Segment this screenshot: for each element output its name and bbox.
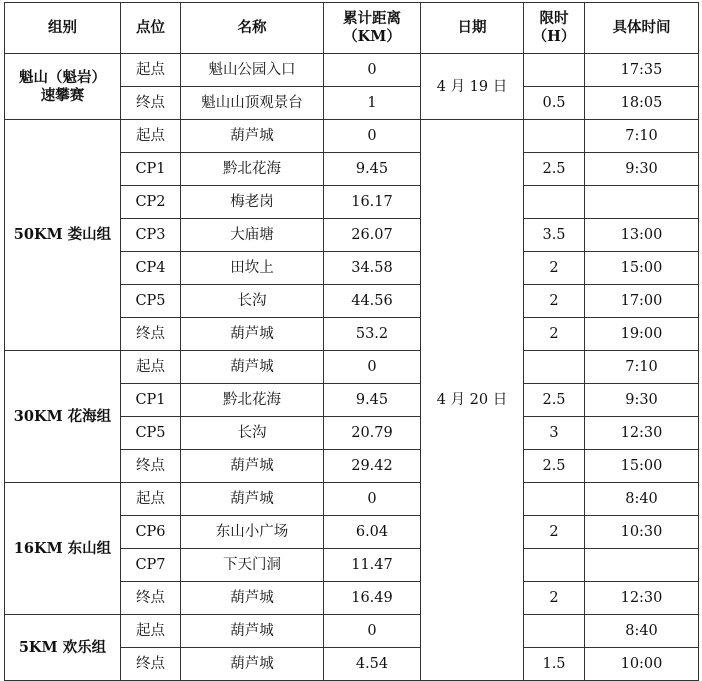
point-cell: 起点 [121,483,181,516]
limit-cell [524,120,585,153]
time-cell [585,549,699,582]
date-cell: 4 月 20 日 [421,120,524,681]
point-cell: CP5 [121,417,181,450]
name-cell: 黔北花海 [181,384,324,417]
point-cell: 终点 [121,648,181,681]
group-cell: 5KM 欢乐组 [5,615,121,681]
limit-cell [524,186,585,219]
distance-cell: 0 [324,615,421,648]
table-row [5,351,699,384]
table-row [5,483,699,516]
table-row [5,120,699,153]
schedule-table [4,2,699,681]
group-cell: 30KM 花海组 [5,351,121,483]
name-cell: 田坎上 [181,252,324,285]
name-cell: 葫芦城 [181,582,324,615]
distance-cell: 34.58 [324,252,421,285]
limit-cell [524,549,585,582]
header-group: 组别 [5,3,121,54]
time-cell: 10:30 [585,516,699,549]
header-row [5,3,699,54]
point-cell: 起点 [121,54,181,87]
name-cell: 葫芦城 [181,351,324,384]
distance-cell: 44.56 [324,285,421,318]
distance-cell: 20.79 [324,417,421,450]
limit-cell: 0.5 [524,87,585,120]
time-cell: 12:30 [585,582,699,615]
group-cell: 16KM 东山组 [5,483,121,615]
distance-cell: 6.04 [324,516,421,549]
limit-cell: 2.5 [524,450,585,483]
header-point: 点位 [121,3,181,54]
limit-cell: 1.5 [524,648,585,681]
limit-cell: 2.5 [524,153,585,186]
name-cell: 大庙塘 [181,219,324,252]
distance-cell: 0 [324,483,421,516]
limit-cell: 2.5 [524,384,585,417]
distance-cell: 0 [324,351,421,384]
name-cell: 葫芦城 [181,120,324,153]
limit-cell: 2 [524,285,585,318]
point-cell: 终点 [121,87,181,120]
name-cell: 葫芦城 [181,615,324,648]
limit-cell: 2 [524,516,585,549]
point-cell: CP5 [121,285,181,318]
name-cell: 下天门洞 [181,549,324,582]
point-cell: 终点 [121,318,181,351]
distance-cell: 16.49 [324,582,421,615]
name-cell: 魁山山顶观景台 [181,87,324,120]
time-cell: 7:10 [585,351,699,384]
time-cell: 7:10 [585,120,699,153]
limit-cell: 2 [524,252,585,285]
header-date: 日期 [421,3,524,54]
distance-cell: 26.07 [324,219,421,252]
name-cell: 葫芦城 [181,648,324,681]
table-row [5,54,699,87]
time-cell: 13:00 [585,219,699,252]
name-cell: 魁山公园入口 [181,54,324,87]
name-cell: 葫芦城 [181,318,324,351]
point-cell: 起点 [121,351,181,384]
time-cell: 17:00 [585,285,699,318]
name-cell: 梅老岗 [181,186,324,219]
header-name: 名称 [181,3,324,54]
distance-cell: 1 [324,87,421,120]
distance-cell: 0 [324,54,421,87]
point-cell: 终点 [121,582,181,615]
distance-cell: 4.54 [324,648,421,681]
distance-cell: 9.45 [324,384,421,417]
point-cell: CP7 [121,549,181,582]
time-cell: 15:00 [585,252,699,285]
header-time: 具体时间 [585,3,699,54]
point-cell: CP1 [121,153,181,186]
limit-cell: 2 [524,582,585,615]
point-cell: 起点 [121,120,181,153]
limit-cell [524,351,585,384]
name-cell: 长沟 [181,417,324,450]
limit-cell: 3.5 [524,219,585,252]
time-cell: 9:30 [585,384,699,417]
distance-cell: 29.42 [324,450,421,483]
distance-cell: 16.17 [324,186,421,219]
distance-cell: 11.47 [324,549,421,582]
name-cell: 葫芦城 [181,450,324,483]
limit-cell [524,54,585,87]
point-cell: 起点 [121,615,181,648]
time-cell: 8:40 [585,483,699,516]
point-cell: CP6 [121,516,181,549]
time-cell: 10:00 [585,648,699,681]
time-cell: 9:30 [585,153,699,186]
limit-cell [524,483,585,516]
name-cell: 葫芦城 [181,483,324,516]
limit-cell: 2 [524,318,585,351]
point-cell: CP2 [121,186,181,219]
limit-cell [524,615,585,648]
header-limit: 限时 （H） [524,3,585,54]
time-cell: 12:30 [585,417,699,450]
header-distance: 累计距离 （KM） [324,3,421,54]
time-cell: 15:00 [585,450,699,483]
point-cell: 终点 [121,450,181,483]
distance-cell: 9.45 [324,153,421,186]
name-cell: 长沟 [181,285,324,318]
group-cell: 魁山（魁岩） 速攀赛 [5,54,121,120]
table-row [5,615,699,648]
distance-cell: 0 [324,120,421,153]
name-cell: 黔北花海 [181,153,324,186]
date-cell: 4 月 19 日 [421,54,524,120]
time-cell: 8:40 [585,615,699,648]
point-cell: CP4 [121,252,181,285]
time-cell: 19:00 [585,318,699,351]
time-cell [585,186,699,219]
name-cell: 东山小广场 [181,516,324,549]
point-cell: CP3 [121,219,181,252]
time-cell: 17:35 [585,54,699,87]
limit-cell: 3 [524,417,585,450]
group-cell: 50KM 娄山组 [5,120,121,351]
distance-cell: 53.2 [324,318,421,351]
point-cell: CP1 [121,384,181,417]
time-cell: 18:05 [585,87,699,120]
